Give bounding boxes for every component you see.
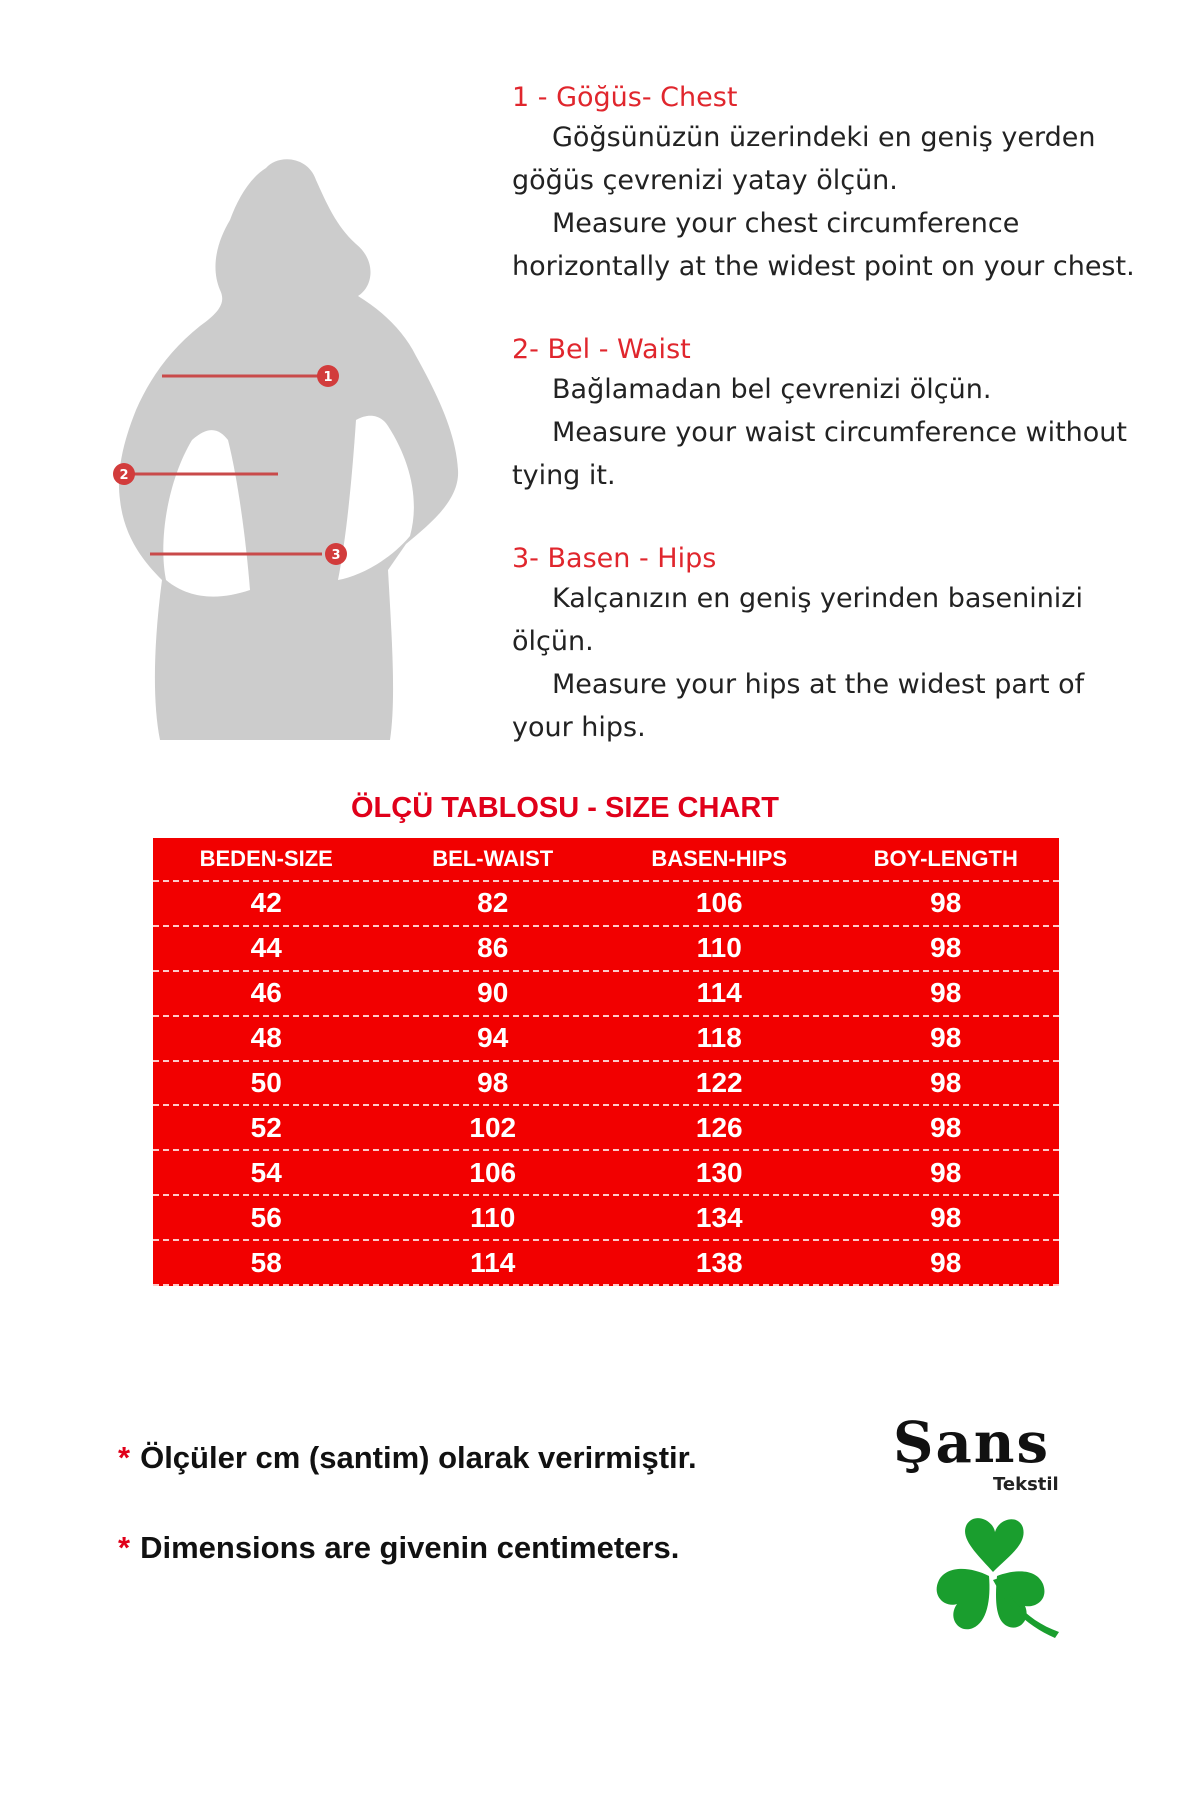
clover-icon bbox=[923, 1510, 1073, 1650]
table-row bbox=[153, 1106, 1059, 1151]
table-cell: 98 bbox=[930, 1022, 962, 1054]
instruction-title: 1 - Göğüs- Chest bbox=[512, 82, 738, 113]
instruction-line: tying it. bbox=[512, 460, 616, 491]
table-cell: 106 bbox=[469, 1156, 517, 1188]
table-cell: 56 bbox=[250, 1201, 282, 1233]
instruction-title: 3- Basen - Hips bbox=[512, 543, 717, 574]
table-row bbox=[153, 1017, 1059, 1062]
instruction-line: Measure your chest circumference bbox=[552, 208, 1020, 239]
brand-logo-sub: Tekstil bbox=[993, 1474, 1059, 1495]
table-row bbox=[153, 1062, 1059, 1107]
table-cell: 110 bbox=[470, 1201, 516, 1233]
table-cell: 126 bbox=[695, 1111, 743, 1143]
note-star: * bbox=[118, 1530, 131, 1565]
table-row bbox=[153, 927, 1059, 972]
table-cell: 98 bbox=[930, 932, 962, 964]
instruction-line: Measure your waist circumference without bbox=[552, 417, 1127, 448]
table-row bbox=[153, 882, 1059, 927]
table-cell: 50 bbox=[250, 1067, 282, 1098]
table-cell: 98 bbox=[930, 887, 962, 919]
table-cell: 98 bbox=[930, 1067, 962, 1098]
instruction-line: horizontally at the widest point on your chest. bbox=[512, 251, 1135, 282]
table-cell: 138 bbox=[695, 1246, 743, 1278]
instruction-line: göğüs çevrenizi yatay ölçün. bbox=[512, 165, 898, 196]
instruction-line: Measure your hips at the widest part of bbox=[552, 669, 1085, 700]
table-row bbox=[153, 1151, 1059, 1196]
table-cell: 44 bbox=[250, 932, 282, 964]
table-cell: 98 bbox=[930, 1246, 962, 1278]
brand-logo-main: Şans bbox=[893, 1410, 1050, 1476]
table-cell: 130 bbox=[695, 1156, 743, 1188]
instruction-section bbox=[512, 541, 1172, 749]
instruction-line: Bağlamadan bel çevrenizi ölçün. bbox=[552, 374, 992, 405]
instruction-section bbox=[512, 80, 1172, 288]
svg-text:2: 2 bbox=[119, 468, 129, 483]
table-cell: 94 bbox=[477, 1022, 509, 1054]
table-cell: 42 bbox=[250, 887, 282, 919]
brand-logo bbox=[893, 1410, 1093, 1650]
table-cell: 48 bbox=[250, 1022, 282, 1054]
note-text: Ölçüler cm (santim) olarak verirmiştir. bbox=[140, 1440, 697, 1475]
marker-chest bbox=[317, 365, 339, 387]
note-text: Dimensions are givenin centimeters. bbox=[140, 1530, 680, 1565]
table-cell: 90 bbox=[477, 977, 509, 1009]
size-chart-header-cell: BEDEN-SIZE bbox=[199, 846, 333, 871]
table-cell: 114 bbox=[470, 1246, 516, 1278]
instruction-line: Kalçanızın en geniş yerinden baseninizi bbox=[552, 583, 1083, 614]
table-cell: 110 bbox=[696, 932, 742, 964]
size-chart-header-cell: BEL-WAIST bbox=[432, 846, 554, 871]
table-cell: 54 bbox=[250, 1156, 282, 1188]
svg-text:3: 3 bbox=[331, 548, 341, 563]
instruction-section bbox=[512, 332, 1172, 497]
note-line bbox=[118, 1530, 697, 1566]
notes bbox=[118, 1440, 697, 1620]
measurement-instructions bbox=[512, 80, 1172, 793]
size-chart-title: ÖLÇÜ TABLOSU - SIZE CHART bbox=[351, 792, 779, 824]
table-cell: 86 bbox=[477, 932, 509, 964]
table-cell: 114 bbox=[696, 977, 742, 1009]
table-cell: 98 bbox=[930, 1201, 962, 1233]
table-cell: 46 bbox=[250, 977, 282, 1009]
table-cell: 58 bbox=[250, 1246, 282, 1278]
marker-hips bbox=[325, 543, 347, 565]
table-row bbox=[153, 1196, 1059, 1241]
body-silhouette-figure bbox=[70, 140, 490, 740]
instruction-line: Göğsünüzün üzerindeki en geniş yerden bbox=[552, 122, 1096, 153]
table-cell: 82 bbox=[477, 887, 509, 919]
marker-waist bbox=[113, 463, 135, 485]
note-line bbox=[118, 1440, 697, 1476]
table-cell: 118 bbox=[696, 1022, 742, 1054]
table-cell: 52 bbox=[250, 1111, 282, 1143]
table-cell: 98 bbox=[930, 977, 962, 1009]
table-cell: 98 bbox=[477, 1067, 509, 1098]
size-chart-table bbox=[153, 838, 1059, 1286]
table-cell: 98 bbox=[930, 1111, 962, 1143]
size-chart-header-row bbox=[153, 838, 1059, 882]
table-cell: 134 bbox=[695, 1201, 743, 1233]
silhouette-shape bbox=[119, 159, 458, 740]
svg-text:1: 1 bbox=[323, 370, 333, 385]
table-row bbox=[153, 1241, 1059, 1286]
size-chart-header-cell: BOY-LENGTH bbox=[873, 846, 1018, 871]
table-cell: 98 bbox=[930, 1156, 962, 1188]
instruction-title: 2- Bel - Waist bbox=[512, 334, 691, 365]
table-row bbox=[153, 972, 1059, 1017]
size-chart-header-cell: BASEN-HIPS bbox=[651, 846, 788, 871]
instruction-line: your hips. bbox=[512, 712, 646, 743]
instruction-line: ölçün. bbox=[512, 626, 594, 657]
table-cell: 122 bbox=[695, 1067, 743, 1098]
table-cell: 102 bbox=[469, 1111, 517, 1143]
note-star: * bbox=[118, 1440, 131, 1475]
table-cell: 106 bbox=[695, 887, 743, 919]
